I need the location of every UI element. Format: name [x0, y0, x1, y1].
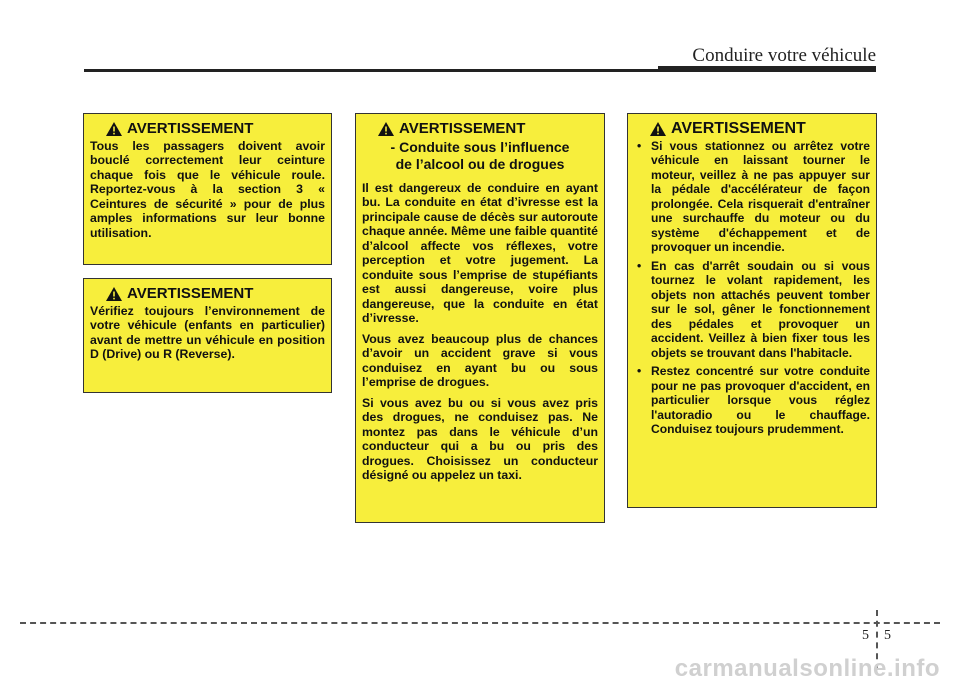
warning-subtitle	[362, 139, 598, 173]
warning-text: Tous les passagers doivent avoir bouclé correctement leur ceinture chaque fois que le véhicule roule. Reportez-vous à la section 3 « Ceintures de sécurité » pour de plus amples informations sur leur bonne utilisation.	[90, 138, 325, 240]
warning-box-alcohol-drugs	[355, 113, 605, 523]
page-header-title: Conduire votre véhicule	[692, 45, 876, 66]
footer-rule	[20, 622, 940, 624]
warning-paragraph: Si vous avez bu ou si vous avez pris des drogues, ne conduisez pas. Ne montez pas dans le véhicule d’un conducteur qui a bu ou pris des drogues. Choisissez un conducteur désigné ou appelez un taxi.	[362, 395, 598, 482]
warning-bullet: • Si vous stationnez ou arrêtez votre véhicule en laissant tourner le moteur, veillez à ne pas appuyer sur la pédale d'accélérateur de façon prolongée. Cela risquerait d'entraîner une surchauffe du moteur ou du système d'échappement et de provoquer un incendie.	[634, 139, 870, 255]
warning-title-label: AVERTISSEMENT	[671, 120, 806, 137]
warning-title	[650, 122, 870, 137]
warning-title-label: AVERTISSEMENT	[127, 285, 254, 302]
warning-box-surroundings	[83, 278, 332, 393]
warning-triangle-icon	[378, 122, 394, 136]
watermark-bottom: carmanualsonline.info	[674, 655, 940, 682]
page-number: 5	[884, 628, 891, 643]
warning-title	[378, 122, 598, 137]
warning-bullet: • En cas d'arrêt soudain ou si vous tournez le volant rapidement, les objets non attachés peuvent tomber sur le sol, gêner le fonctionnement des pédales et provoquer un accident. Veillez à bien fixer tous les objets se trouvant dans l'habitacle.	[634, 259, 870, 361]
warning-triangle-icon	[650, 122, 666, 136]
chapter-number: 5	[862, 628, 869, 643]
warning-title	[106, 287, 325, 302]
warning-title-label: AVERTISSEMENT	[399, 120, 526, 137]
header-rule-accent	[658, 66, 876, 72]
warning-bullet: • Restez concentré sur votre conduite pour ne pas provoquer d'accident, en particulier lorsque vous réglez l'autoradio ou le chauffage. Conduisez toujours prudemment.	[634, 364, 870, 437]
warning-bullet-list	[634, 139, 870, 437]
warning-triangle-icon	[106, 287, 122, 301]
warning-title-label: AVERTISSEMENT	[127, 120, 254, 137]
warning-paragraph: Il est dangereux de conduire en ayant bu. La conduite en état d’ivresse est la principale cause de décès sur autoroute chaque année. Même une faible quantité d’alcool affecte vos réflexes, votre perception et votre jugement. La conduite sous l’emprise de stupéfiants est aussi dangereuse, voire plus dangereuse, que la conduite en état d’ivresse.	[362, 180, 598, 325]
warning-text: Vérifiez toujours l’environnement de votre véhicule (enfants en particulier) avant de mettre un véhicule en position D (Drive) ou R (Reverse).	[90, 303, 325, 361]
warning-box-engine-objects-focus	[627, 113, 877, 508]
warning-subtitle-line2: de l’alcool ou de drogues	[395, 155, 565, 172]
warning-triangle-icon	[106, 122, 122, 136]
warning-subtitle-line1: - Conduite sous l’influence	[390, 138, 570, 155]
warning-paragraph: Vous avez beaucoup plus de chances d’avoir un accident grave si vous conduisez en ayant bu ou sous l’emprise de drogues.	[362, 331, 598, 389]
warning-title	[106, 122, 325, 137]
warning-box-seatbelts	[83, 113, 332, 265]
